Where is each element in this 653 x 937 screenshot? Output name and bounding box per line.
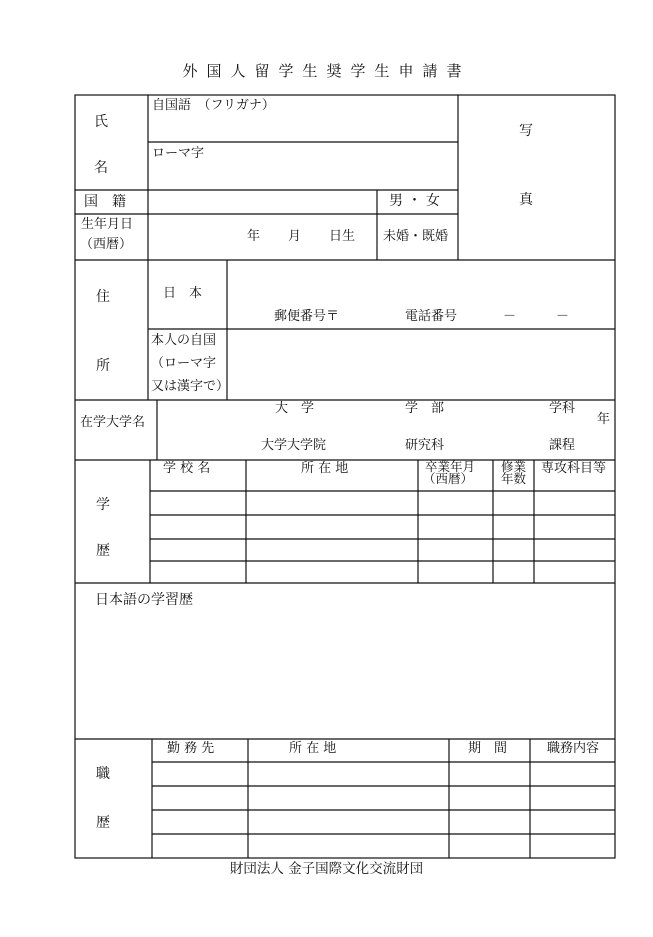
address-label-bottom: 所 [96,358,110,374]
birth-month-label: 月 [288,229,302,244]
home-address-field[interactable] [228,330,614,399]
footer-organization: 財団法人 金子国際文化交流財団 [229,861,424,877]
education-row[interactable] [151,516,614,538]
home-address-label-2: （ローマ字 [151,356,217,371]
phone-dash-1: － [503,309,517,324]
photo-label-bottom: 真 [519,192,533,208]
native-name-label: 自国語 （フリガナ） [152,98,275,113]
gakka-label: 学科 [549,401,576,416]
work-header-period: 期 間 [468,741,508,756]
edu-header-years-1: 修業 [501,459,527,474]
work-header-employer: 勤 務 先 [167,741,215,756]
education-row[interactable] [151,492,614,514]
work-header-duties: 職務内容 [547,741,600,756]
japanese-study-label: 日本語の学習歴 [95,592,193,608]
birth-day-label: 日生 [329,229,356,244]
birth-label-line1: 生年月日 [81,217,134,232]
daigaku-label: 大 学 [275,401,315,416]
work-row[interactable] [153,763,614,785]
edu-header-location: 所 在 地 [301,461,349,476]
university-field[interactable] [158,401,614,459]
education-label-top: 学 [96,497,110,513]
university-label: 在学大学名 [80,415,146,430]
birth-year-label: 年 [247,229,261,244]
work-row[interactable] [153,811,614,833]
education-label-bottom: 歴 [96,543,110,559]
roman-name-field[interactable] [149,165,457,189]
address-label-top: 住 [96,289,110,305]
work-label-bottom: 歴 [96,815,110,831]
gender-choice[interactable]: 男 ・ 女 [389,193,440,209]
home-address-label-1: 本人の自国 [151,333,217,348]
work-row[interactable] [153,787,614,809]
work-label-top: 職 [96,766,110,782]
phone-dash-2: － [556,309,570,324]
edu-header-years-2: 年数 [501,471,527,486]
edu-header-graduation-1: 卒業年月 [425,459,476,474]
education-row[interactable] [151,562,614,582]
name-label-top: 氏 [94,114,108,130]
japan-address-label: 日 本 [163,286,203,301]
kenkyuka-label: 研究科 [405,438,445,453]
education-row[interactable] [151,540,614,560]
edu-header-major: 専攻科目等 [541,461,607,476]
nationality-label: 国 籍 [84,194,126,210]
daigakuin-label: 大学大学院 [261,438,327,453]
japan-address-field[interactable] [228,261,614,328]
katei-label: 課程 [549,438,576,453]
work-header-location: 所 在 地 [289,741,337,756]
nationality-field[interactable] [149,191,376,213]
gakubu-label: 学 部 [405,401,445,416]
roman-name-label: ローマ字 [152,146,205,161]
photo-label-top: 写 [519,123,533,139]
phone-label: 電話番号 [405,309,458,324]
japanese-study-field[interactable] [76,612,614,738]
work-row[interactable] [153,835,614,857]
marital-status-choice[interactable]: 未婚・既婚 [383,229,449,244]
edu-header-graduation-2: （西暦） [423,471,474,486]
native-name-field[interactable] [149,117,457,141]
photo-box[interactable] [459,96,614,259]
postal-code-label: 郵便番号〒 [274,309,340,324]
birth-label-line2: （西暦） [80,237,133,252]
form-title: 外国人留学生奨学生申請書 [182,62,471,80]
name-label-bottom: 名 [94,160,108,176]
year-label: 年 [597,412,611,427]
home-address-label-3: 又は漢字で） [151,379,230,394]
edu-header-school: 学 校 名 [163,461,211,476]
